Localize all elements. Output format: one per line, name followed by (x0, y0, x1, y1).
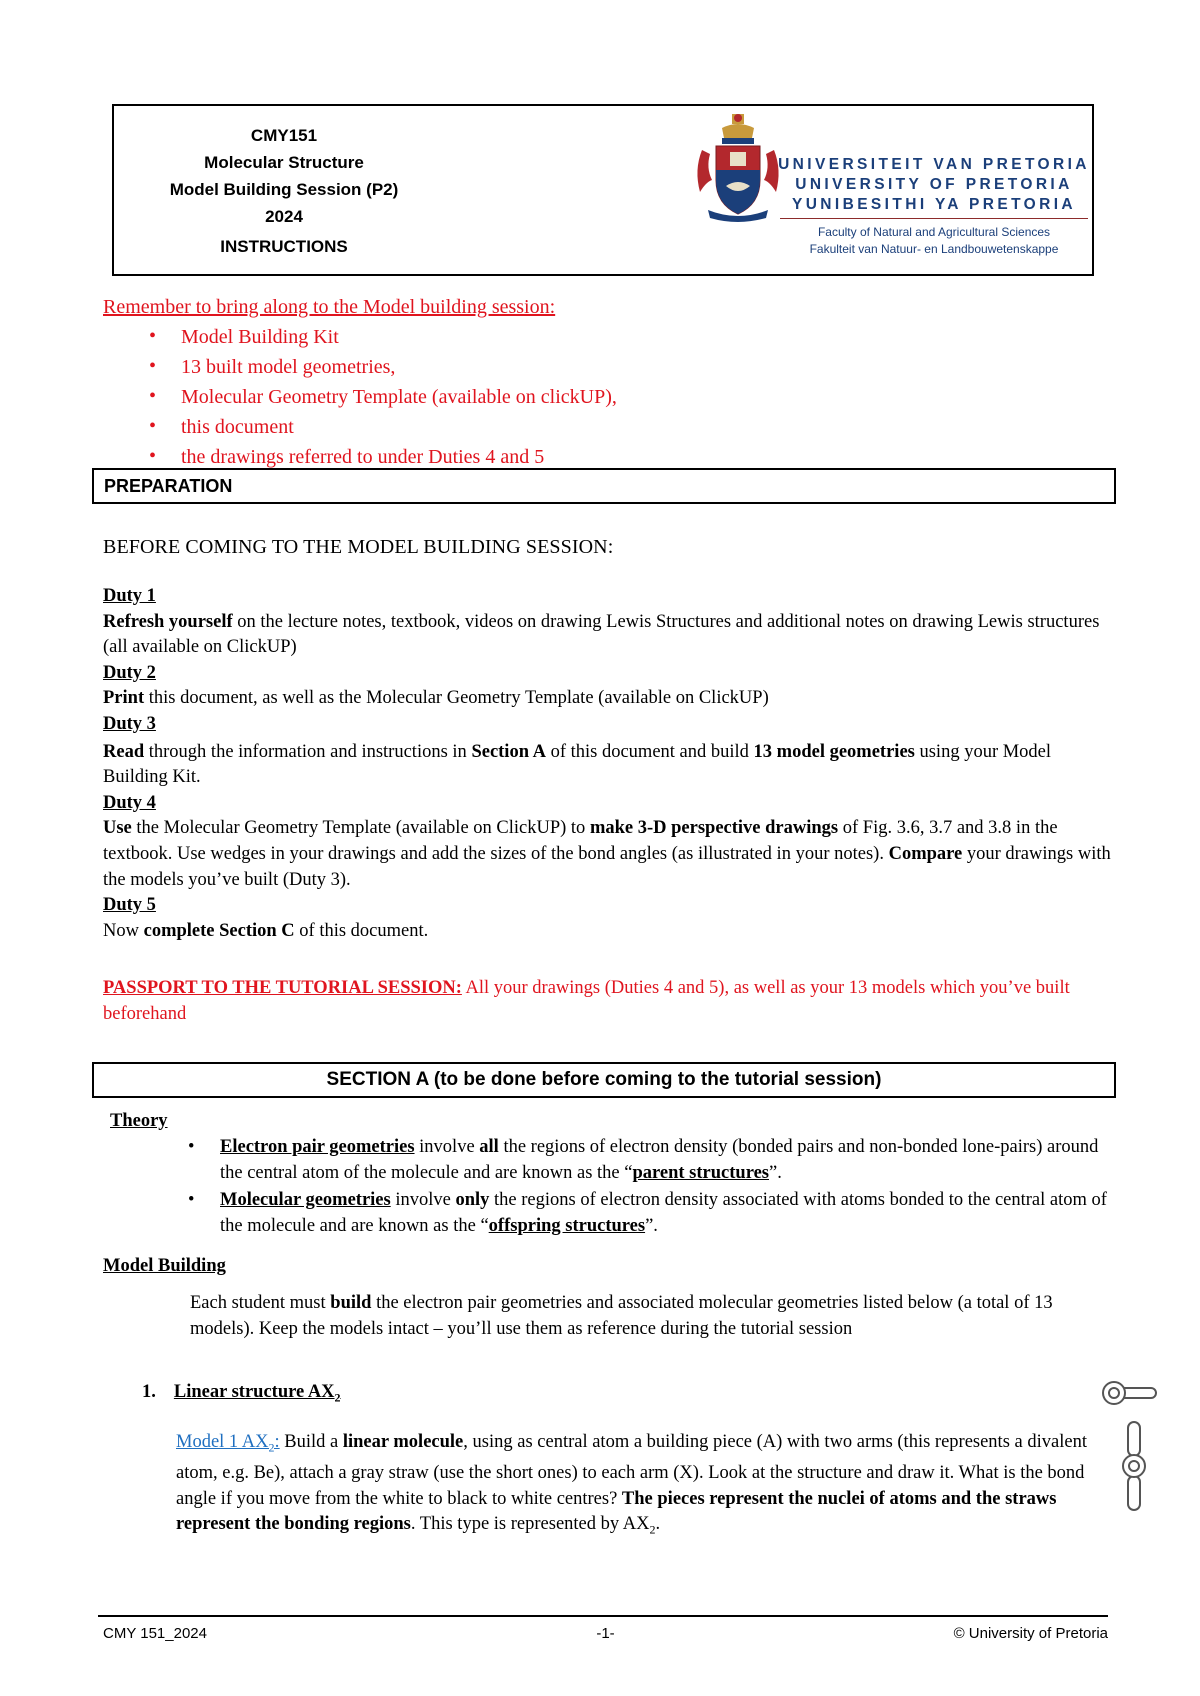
duty-bold: Section A (471, 741, 546, 762)
model-1-text: Build a (279, 1432, 343, 1452)
duty-body: this document, as well as the Molecular Geometry Template (available on ClickUP) (144, 688, 769, 709)
course-subject: Molecular Structure (204, 153, 364, 172)
course-code: CMY151 (250, 126, 318, 145)
reminder-item: • 13 built model geometries, (103, 352, 617, 382)
duty-body: Now (103, 920, 144, 941)
item-title-text: Linear structure AX (173, 1382, 335, 1402)
before-session-heading: BEFORE COMING TO THE MODEL BUILDING SESSION: (103, 536, 614, 558)
model-1-paragraph (176, 1430, 1106, 1544)
theory-text: the regions of electron density associated with atoms bonded to the central atom of the molecule and are known as the “ (220, 1190, 1107, 1236)
footer-page-number: -1- (596, 1625, 615, 1642)
theory-term: offspring structures (488, 1215, 646, 1236)
university-crest-icon (692, 110, 784, 222)
duty-5 (103, 893, 1113, 944)
university-name-sepedi: YUNIBESITHI YA PRETORIA (791, 196, 1077, 213)
duty-title: Duty 2 (103, 662, 156, 683)
reminder-list (103, 322, 617, 472)
doc-type: INSTRUCTIONS (220, 237, 348, 256)
model-1-link-subscript[interactable]: 2 (268, 1440, 275, 1455)
reminder-item: • Model Building Kit (103, 322, 617, 352)
theory-bold: all (479, 1137, 499, 1157)
theory-term: parent structures (632, 1162, 769, 1183)
course-year: 2024 (265, 207, 303, 226)
reminder-heading: Remember to bring along to the Model building session: (103, 296, 556, 318)
theory-text: involve (414, 1137, 480, 1157)
faculty-name-afrikaans: Fakulteit van Natuur- en Landbouwetenskappe (809, 242, 1059, 256)
duty-text (103, 816, 1113, 893)
header-box (112, 104, 1094, 276)
item-title-subscript: 2 (334, 1390, 341, 1405)
theory-text: the regions of electron density (bonded pairs and non-bonded lone-pairs) around the central atom of the molecule and are known as the “ (220, 1137, 1099, 1183)
theory-list (188, 1135, 1108, 1241)
theory-text: ”. (769, 1162, 782, 1183)
duty-text (103, 740, 1113, 791)
duty-body: through the information and instructions in (144, 741, 472, 762)
model-1-text: . (655, 1514, 661, 1535)
duties-block (103, 584, 1113, 944)
model-1-link-suffix[interactable]: : (274, 1432, 280, 1452)
theory-item (188, 1188, 1108, 1239)
model-1-bold: linear molecule (342, 1432, 464, 1452)
duty-bold: 13 model geometries (753, 741, 915, 762)
duty-2 (103, 661, 1113, 712)
duty-1 (103, 584, 1113, 661)
model-1-link-text[interactable]: Model 1 AX (176, 1432, 269, 1452)
duty-4 (103, 791, 1113, 893)
reminder-item: • this document (103, 412, 617, 442)
reminder-item: • the drawings referred to under Duties 4 and 5 (103, 442, 617, 472)
university-names (778, 155, 1090, 215)
theory-item (188, 1135, 1108, 1186)
item-number: 1. (142, 1382, 156, 1402)
duty-title: Duty 3 (103, 713, 156, 734)
faculty-names (778, 224, 1090, 258)
duty-text (103, 919, 1113, 945)
duty-lead: Read (103, 741, 145, 762)
duty-body: of this document and build (545, 741, 754, 762)
model-1-text: . This type is represented by AX (410, 1514, 650, 1535)
reminder-item: • Molecular Geometry Template (available on clickUP), (103, 382, 617, 412)
model-1-subscript: 2 (649, 1523, 656, 1538)
duty-3 (103, 712, 1113, 791)
model-1-text: , using as central atom a building piece (A) with two arms (this represents a divalent atom, e.g. Be), attach a gray straw (use the short ones) to each arm (X). Look at the structure and draw it. What is the bond angle if you move from the white to black to white centres? (176, 1432, 1087, 1509)
duty-text (103, 610, 1113, 661)
duty-text (103, 686, 1113, 712)
footer-course: CMY 151_2024 (103, 1625, 207, 1642)
duty-body: your drawings with the models you’ve built (Duty 3). (103, 843, 1111, 890)
university-name-english: UNIVERSITY OF PRETORIA (795, 176, 1073, 193)
theory-text: involve (390, 1190, 456, 1211)
model-building-paragraph (190, 1291, 1108, 1342)
duty-body: the Molecular Geometry Template (available on ClickUP) to (131, 818, 590, 839)
duty-title: Duty 5 (103, 895, 156, 916)
duty-title: Duty 4 (103, 792, 156, 813)
duty-lead: Print (103, 688, 145, 709)
duty-body: using your Model Building Kit. (103, 741, 1052, 788)
para-text: the electron pair geometries and associated molecular geometries listed below (a total of 13 models). Keep the models intact – you’ll use them as reference during the tutorial session (190, 1293, 1053, 1339)
duty-lead: Refresh yourself (103, 611, 233, 632)
passport-note (103, 976, 1113, 1027)
theory-text: ”. (645, 1215, 658, 1236)
model-1-link[interactable] (176, 1432, 280, 1455)
faculty-name-english: Faculty of Natural and Agricultural Sciences (817, 225, 1051, 239)
theory-term: Electron pair geometries (220, 1137, 415, 1157)
linear-model-illustrations (1100, 1376, 1160, 1516)
theory-term: Molecular geometries (220, 1190, 391, 1211)
model-building-heading: Model Building (103, 1256, 226, 1276)
para-bold: build (330, 1293, 372, 1313)
para-text: Each student must (190, 1293, 331, 1313)
section-a-bar: SECTION A (to be done before coming to the tutorial session) (92, 1062, 1116, 1098)
duty-title: Duty 1 (103, 586, 156, 606)
horizontal-linear-model-icon (1100, 1376, 1160, 1410)
preparation-bar: PREPARATION (92, 468, 1116, 504)
duty-body: of this document. (294, 920, 429, 941)
course-session: Model Building Session (P2) (169, 180, 399, 199)
theory-heading: Theory (110, 1111, 168, 1131)
passport-text: All your drawings (Duties 4 and 5), as well as your 13 models which you’ve built beforehand (103, 978, 1070, 1024)
university-divider (780, 218, 1088, 219)
passport-label: PASSPORT TO THE TUTORIAL SESSION: (103, 978, 462, 998)
duty-body: of Fig. 3.6, 3.7 and 3.8 in the textbook. Use wedges in your drawings and add the sizes of the bond angles (as illustrated in your notes). (103, 818, 1058, 864)
duty-lead: Use (103, 818, 132, 839)
linear-structure-heading (142, 1382, 341, 1406)
footer-rule (98, 1615, 1108, 1617)
vertical-linear-model-icon (1114, 1420, 1154, 1514)
footer-copyright: © University of Pretoria (953, 1625, 1108, 1642)
duty-bold: make 3-D perspective drawings (589, 818, 839, 839)
duty-body: on the lecture notes, textbook, videos on drawing Lewis Structures and additional notes on drawing Lewis structures (all available on ClickUP) (103, 611, 1100, 658)
reminder-block (103, 292, 617, 472)
item-title (173, 1382, 341, 1405)
university-name-afrikaans: UNIVERSITEIT VAN PRETORIA (778, 156, 1090, 173)
duty-bold: complete Section C (143, 920, 295, 941)
course-info (114, 122, 454, 260)
duty-bold: Compare (888, 843, 963, 864)
model-1-bold: The pieces represent the nuclei of atoms and the straws represent the bonding regions (176, 1488, 1057, 1535)
theory-bold: only (455, 1190, 490, 1211)
